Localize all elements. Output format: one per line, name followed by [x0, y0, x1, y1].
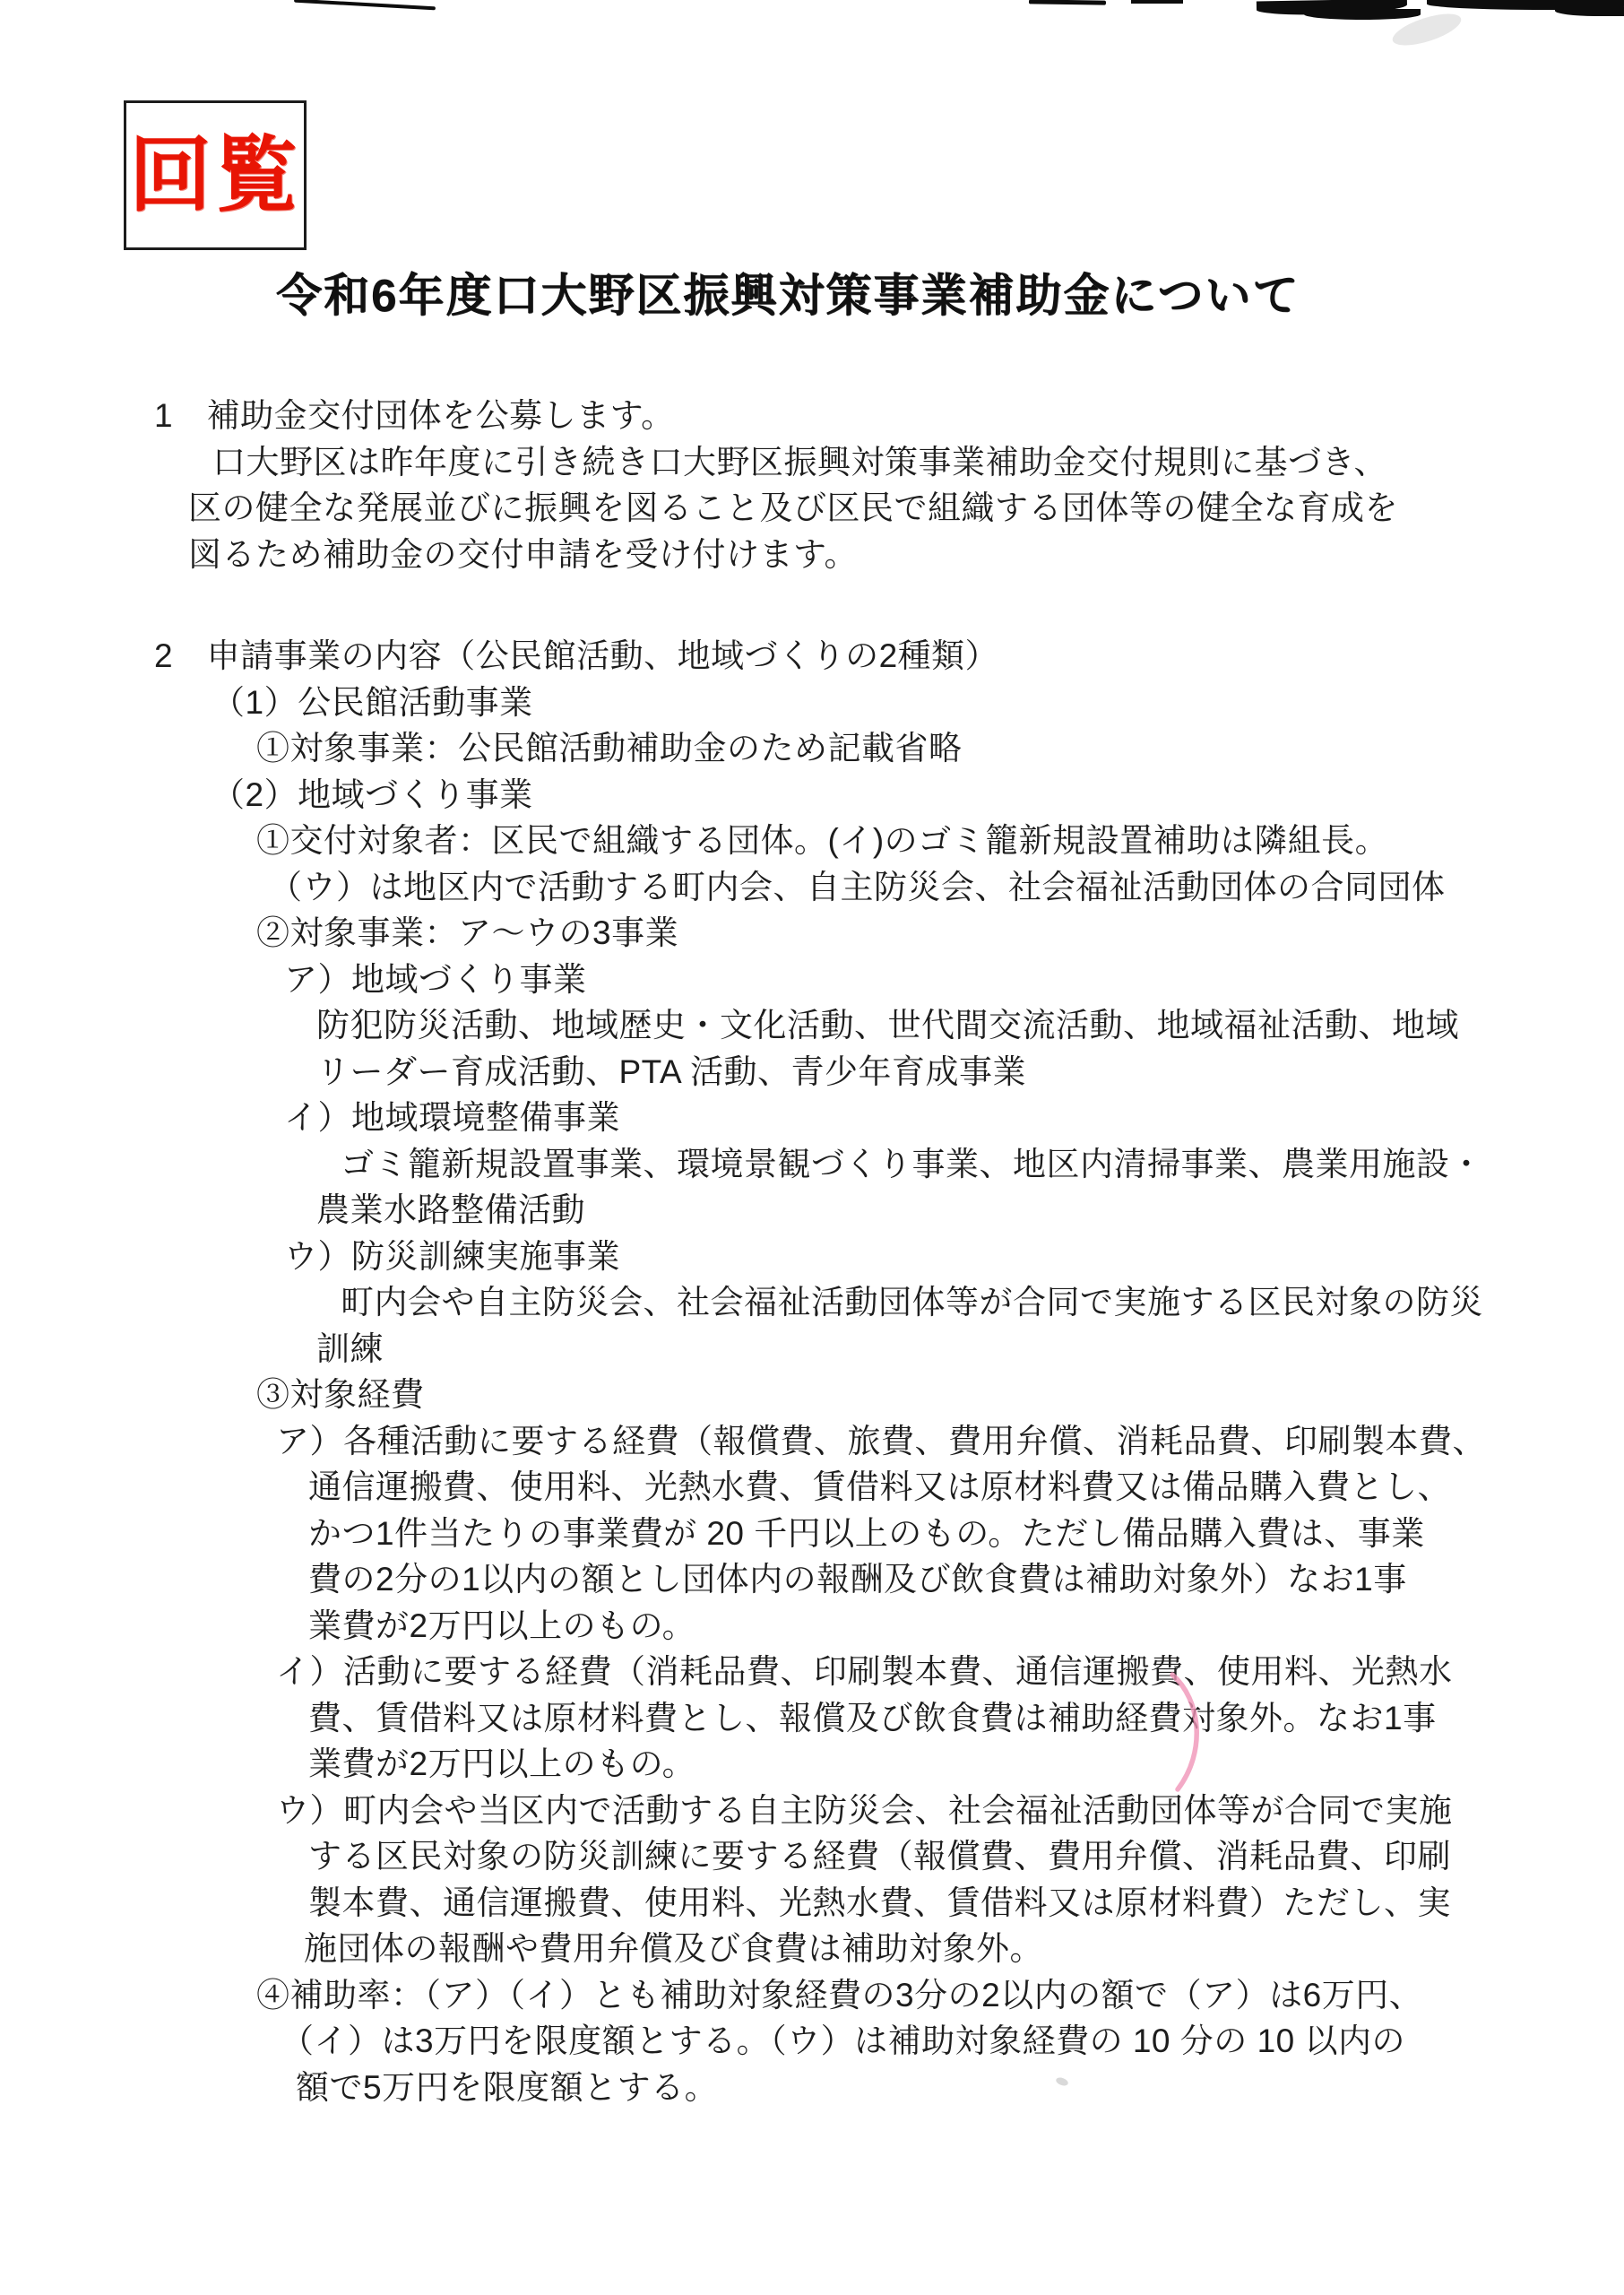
document-line: 業費が2万円以上のもの。 — [308, 1606, 696, 1644]
document-line: ウ）防災訓練実施事業 — [284, 1237, 620, 1275]
circulation-stamp-text: 回覧 — [128, 129, 301, 221]
document-line: 口大野区は昨年度に引き続き口大野区振興対策事業補助金交付規則に基づき、 — [212, 443, 1388, 481]
document-line: リーダー育成活動、PTA 活動、青少年育成事業 — [316, 1052, 1026, 1090]
document-line: ①交付対象者：区民で組織する団体。(イ)のゴミ籠新規設置補助は隣組長。 — [256, 822, 1389, 859]
document-line: （2）地域づくり事業 — [212, 775, 533, 813]
document-line: 費の2分の1以内の額とし団体内の報酬及び飲食費は補助対象外）なお1事 — [308, 1561, 1407, 1598]
document-line: ア）各種活動に要する経費（報償費、旅費、費用弁償、消耗品費、印刷製本費、 — [276, 1422, 1486, 1459]
document-title: 令和6年度口大野区振興対策事業補助金について — [276, 270, 1300, 321]
document-line: （1）公民館活動事業 — [212, 683, 533, 721]
document-line: イ）地域環境整備事業 — [284, 1099, 620, 1136]
document-line: 額で5万円を限度額とする。 — [296, 2068, 719, 2106]
document-line: 町内会や自主防災会、社会福祉活動団体等が合同で実施する区民対象の防災 — [341, 1284, 1483, 1321]
document-body — [0, 393, 1624, 2110]
document-line: 図るため補助金の交付申請を受け付けます。 — [188, 535, 859, 573]
document-line: 業費が2万円以上のもの。 — [308, 1745, 696, 1782]
document-line: する区民対象の防災訓練に要する経費（報償費、費用弁償、消耗品費、印刷 — [308, 1838, 1451, 1875]
circulation-stamp-box — [124, 100, 307, 250]
document-line: ①対象事業：公民館活動補助金のため記載省略 — [256, 730, 963, 766]
document-line: 製本費、通信運搬費、使用料、光熱水費、賃借料又は原材料費）ただし、実 — [308, 1884, 1451, 1921]
document-line: かつ1件当たりの事業費が 20 千円以上のもの。ただし備品購入費は、事業 — [308, 1514, 1425, 1552]
document-line: （ウ）は地区内で活動する町内会、自主防災会、社会福祉活動団体の合同団体 — [269, 868, 1446, 905]
document-line: （イ）は3万円を限度額とする。（ウ）は補助対象経費の 10 分の 10 以内の — [281, 2022, 1406, 2059]
document-line: 防犯防災活動、地域歴史・文化活動、世代間交流活動、地域福祉活動、地域 — [316, 1007, 1459, 1044]
handwritten-pink-mark — [1163, 1669, 1214, 1795]
document-line: ア）地域づくり事業 — [284, 960, 587, 998]
document-line: 訓練 — [316, 1329, 384, 1367]
scan-artifact-dash — [1131, 0, 1183, 4]
scan-artifact-line — [294, 0, 436, 10]
document-line: 区の健全な発展並びに振興を図ること及び区民で組織する団体等の健全な育成を — [188, 489, 1398, 526]
scan-artifact-blob — [1555, 7, 1624, 16]
document-line: 農業水路整備活動 — [316, 1191, 585, 1228]
document-line: 1 補助金交付団体を公募します。 — [154, 397, 675, 434]
document-line: 施団体の報酬や費用弁償及び食費は補助対象外。 — [304, 1930, 1043, 1967]
document-line: ゴミ籠新規設置事業、環境景観づくり事業、地区内清掃事業、農業用施設・ — [341, 1145, 1483, 1182]
document-line: 費、賃借料又は原材料費とし、報償及び飲食費は補助経費対象外。なお1事 — [308, 1699, 1437, 1736]
document-line: ③対象経費 — [256, 1376, 425, 1413]
document-line: 通信運搬費、使用料、光熱水費、賃借料又は原材料費又は備品購入費とし、 — [308, 1468, 1451, 1505]
scan-artifact-dash — [1029, 0, 1106, 5]
scan-artifact-blob — [1304, 9, 1421, 20]
document-line: ④補助率：（ア）（イ）とも補助対象経費の3分の2以内の額で（ア）は6万円、 — [256, 1976, 1423, 2014]
document-line: ②対象事業：ア～ウの3事業 — [256, 914, 679, 951]
document-line: 2 申請事業の内容（公民館活動、地域づくりの2種類） — [154, 637, 999, 674]
document-line: イ）活動に要する経費（消耗品費、印刷製本費、通信運搬費、使用料、光熱水 — [276, 1653, 1453, 1690]
document-line: ウ）町内会や当区内で活動する自主防災会、社会福祉活動団体等が合同で実施 — [276, 1791, 1453, 1829]
